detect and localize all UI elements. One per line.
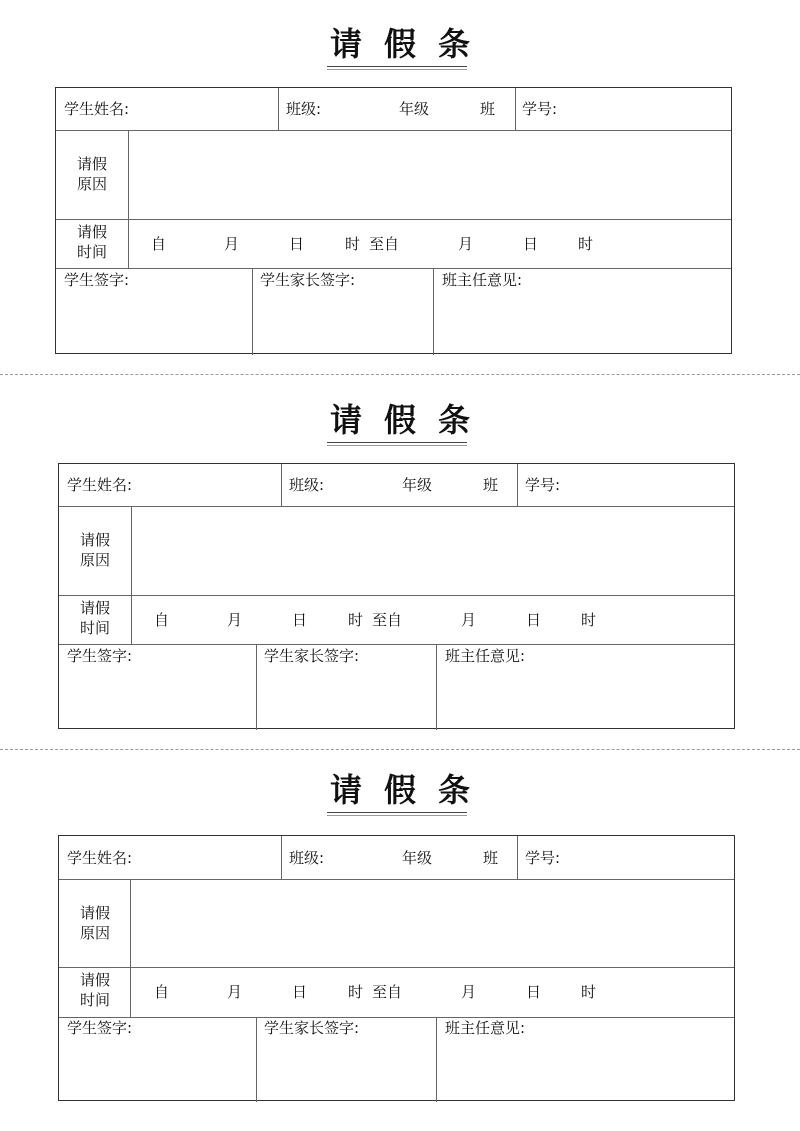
col-divider [252, 268, 253, 355]
col-divider [281, 464, 282, 506]
slip-title: 请假条 [329, 25, 492, 63]
time-label: 请假 时间 [79, 599, 110, 637]
col-divider [281, 836, 282, 879]
time-unit-month: 月 [224, 235, 240, 253]
col-divider [128, 130, 129, 268]
grade-label: 年级 [402, 476, 433, 494]
col-divider [517, 836, 518, 879]
row-divider [59, 644, 734, 645]
student-signature-label: 学生签字: [64, 271, 130, 289]
col-divider [436, 644, 437, 730]
col-divider [256, 644, 257, 730]
time-unit-from: 自 [154, 983, 170, 1001]
time-unit-hour: 时 [348, 983, 364, 1001]
slip-title: 请假条 [329, 771, 492, 809]
title-underline [327, 66, 467, 67]
title-underline [327, 815, 467, 816]
col-divider [433, 268, 434, 355]
time-unit-hour: 时 [348, 611, 364, 629]
row-divider [59, 1017, 734, 1018]
reason-label: 请假 原因 [79, 531, 110, 569]
time-unit-day: 日 [526, 983, 542, 1001]
class-label: 班级: [289, 849, 325, 867]
leave-slip-3 [0, 748, 800, 1118]
col-divider [131, 506, 132, 644]
time-unit-hour: 时 [345, 235, 361, 253]
row-divider [59, 595, 734, 596]
cut-line [0, 374, 800, 375]
leave-form [58, 463, 735, 729]
col-divider [278, 88, 279, 130]
student-id-label: 学号: [525, 849, 561, 867]
time-unit-month: 月 [227, 611, 243, 629]
teacher-opinion-label: 班主任意见: [442, 271, 523, 289]
time-unit-hour: 时 [581, 983, 597, 1001]
time-unit-day: 日 [292, 983, 308, 1001]
class-unit-label: 班 [483, 849, 499, 867]
time-unit-to: 至自 [372, 983, 403, 1001]
teacher-opinion-label: 班主任意见: [445, 1019, 526, 1037]
col-divider [436, 1017, 437, 1102]
title-underline [327, 442, 467, 443]
row-divider [59, 506, 734, 507]
leave-slip-2 [0, 376, 800, 746]
time-unit-from: 自 [154, 611, 170, 629]
student-id-label: 学号: [522, 100, 558, 118]
time-unit-month: 月 [461, 611, 477, 629]
row-divider [59, 879, 734, 880]
time-unit-hour: 时 [578, 235, 594, 253]
time-label: 请假 时间 [76, 223, 107, 261]
col-divider [515, 88, 516, 130]
class-unit-label: 班 [483, 476, 499, 494]
student-name-label: 学生姓名: [67, 476, 133, 494]
reason-label: 请假 原因 [79, 904, 110, 942]
time-unit-day: 日 [289, 235, 305, 253]
row-divider [56, 268, 731, 269]
class-label: 班级: [286, 100, 322, 118]
class-label: 班级: [289, 476, 325, 494]
leave-slip-1 [0, 0, 800, 370]
leave-form [55, 87, 732, 354]
time-unit-hour: 时 [581, 611, 597, 629]
row-divider [56, 130, 731, 131]
student-name-label: 学生姓名: [64, 100, 130, 118]
time-unit-day: 日 [523, 235, 539, 253]
time-unit-month: 月 [458, 235, 474, 253]
row-divider [56, 219, 731, 220]
title-underline [327, 812, 467, 813]
teacher-opinion-label: 班主任意见: [445, 647, 526, 665]
row-divider [59, 967, 734, 968]
class-unit-label: 班 [480, 100, 496, 118]
time-unit-month: 月 [461, 983, 477, 1001]
time-unit-day: 日 [526, 611, 542, 629]
leave-form [58, 835, 735, 1101]
time-label: 请假 时间 [79, 971, 110, 1009]
parent-signature-label: 学生家长签字: [264, 647, 360, 665]
student-signature-label: 学生签字: [67, 1019, 133, 1037]
time-unit-month: 月 [227, 983, 243, 1001]
col-divider [517, 464, 518, 506]
time-unit-to: 至自 [372, 611, 403, 629]
parent-signature-label: 学生家长签字: [264, 1019, 360, 1037]
col-divider [130, 879, 131, 1017]
title-underline [327, 445, 467, 446]
student-id-label: 学号: [525, 476, 561, 494]
grade-label: 年级 [399, 100, 430, 118]
student-name-label: 学生姓名: [67, 849, 133, 867]
time-unit-day: 日 [292, 611, 308, 629]
parent-signature-label: 学生家长签字: [260, 271, 356, 289]
grade-label: 年级 [402, 849, 433, 867]
time-unit-from: 自 [151, 235, 167, 253]
time-unit-to: 至自 [369, 235, 400, 253]
title-underline [327, 69, 467, 70]
slip-title: 请假条 [329, 401, 492, 439]
student-signature-label: 学生签字: [67, 647, 133, 665]
col-divider [256, 1017, 257, 1102]
reason-label: 请假 原因 [76, 155, 107, 193]
